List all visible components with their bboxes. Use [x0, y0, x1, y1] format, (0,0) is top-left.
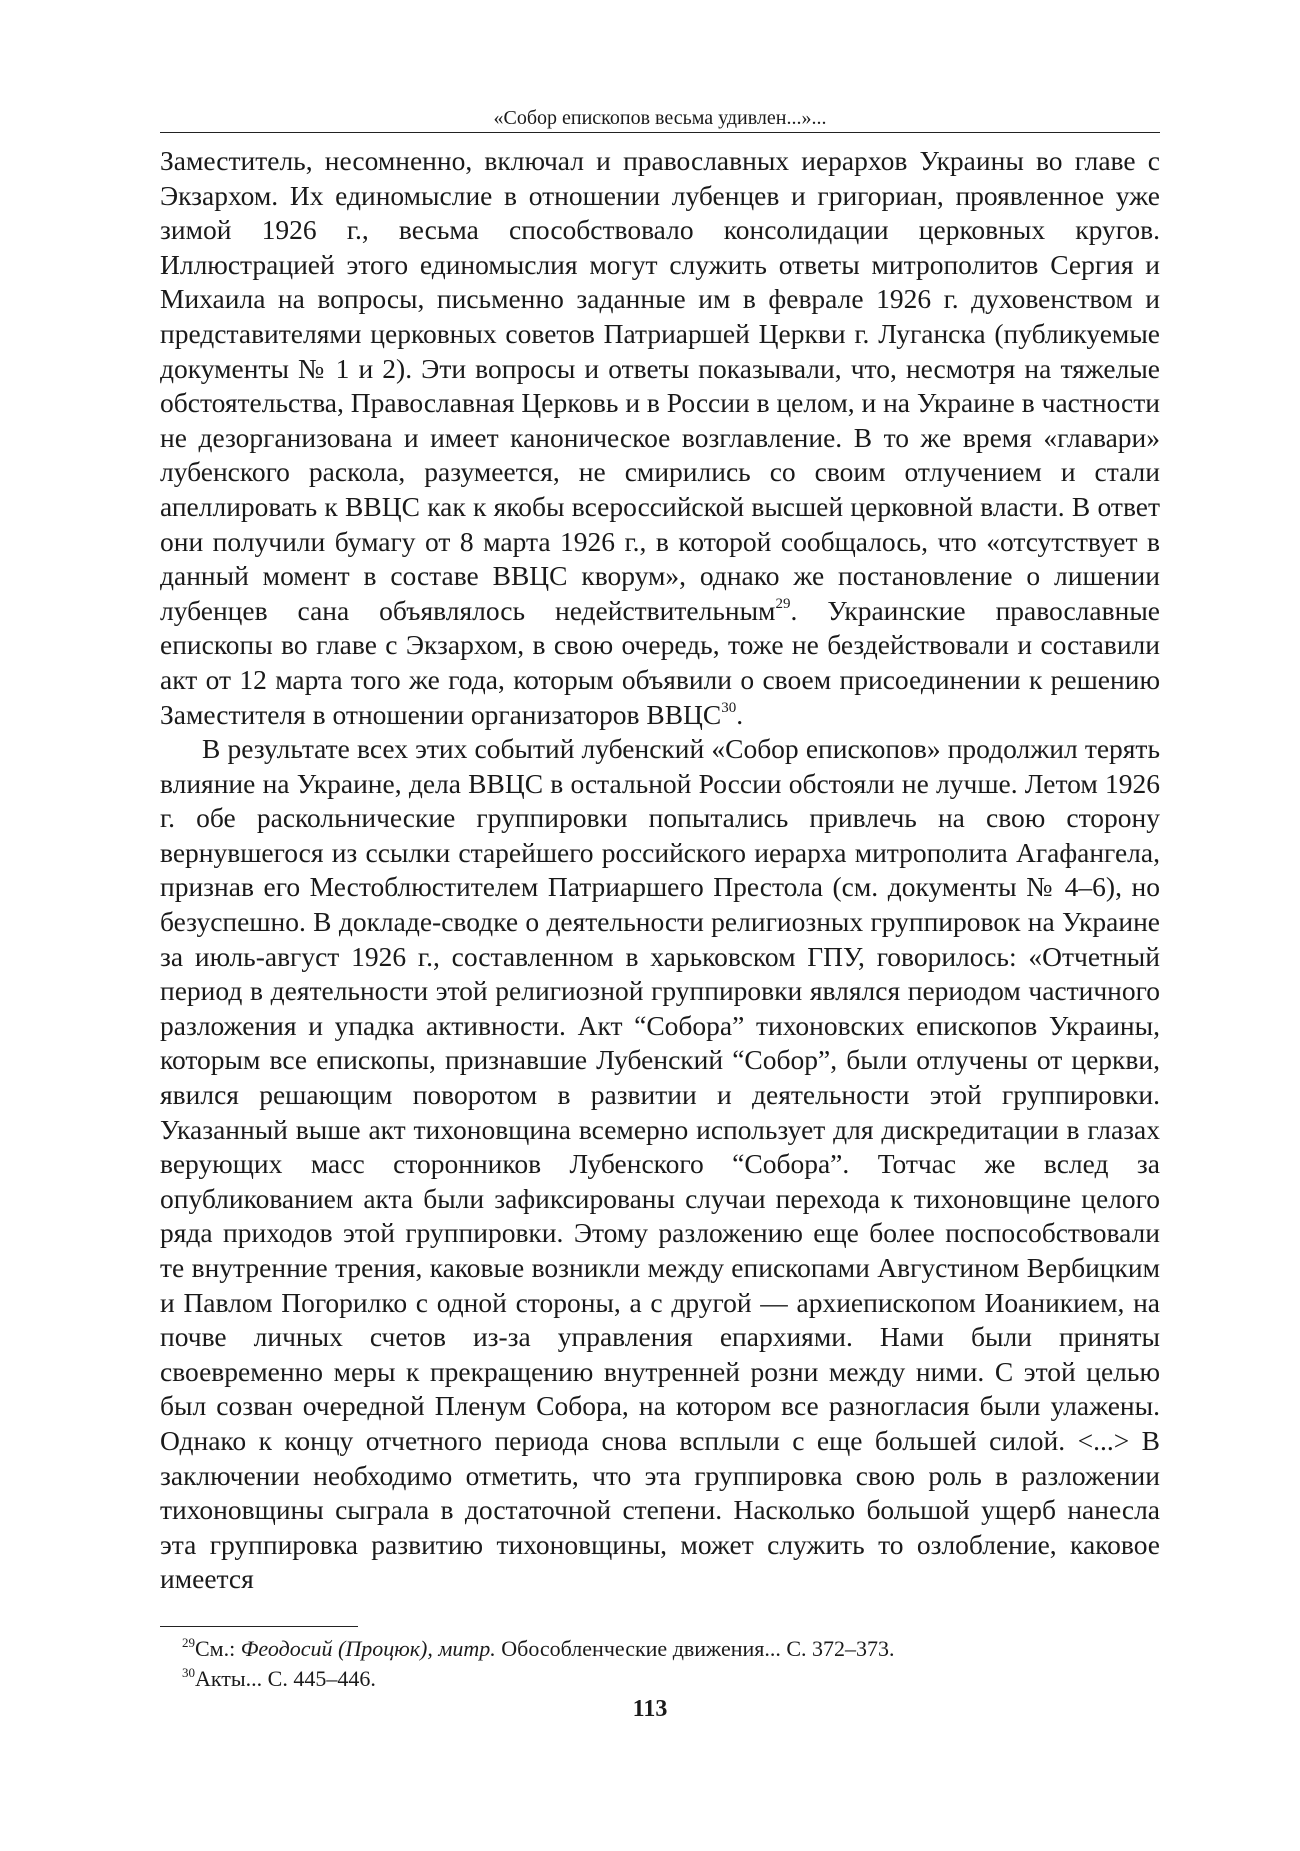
- footnote-ref-29[interactable]: 29: [775, 595, 791, 612]
- paragraph-1-text-a: Заместитель, несомненно, включал и православных иерархов Украины во главе с Экзархом. Их единомыслие в отношении лубенцев и григориан, проявленное уже зимой 1926 г., весьма способствовало консолидации церковных кругов. Иллюстрацией этого единомыслия могут служить ответы митрополитов Сергия и Михаила на вопросы, письменно заданные им в феврале 1926 г. духовенством и представителями церковных советов Патриаршей Церкви г. Луганска (публикуемые документы № 1 и 2). Эти вопросы и ответы показывали, что, несмотря на тяжелые обстоятельства, Православная Церковь и в России в целом, и на Украине в частности не дезорганизована и имеет каноническое возглавление. В то же время «главари» лубенского раскола, разумеется, не смирились со своим отлучением и стали апеллировать к ВВЦС как к якобы всероссийской высшей церковной власти. В ответ они получили бумагу от 8 марта 1926 г., в которой сообщалось, что «отсутствует в данный момент в составе ВВЦС кворум», однако же постановление о лишении лубенцев сана объявлялось недействительным: [160, 145, 1160, 626]
- main-text: [160, 144, 1160, 1597]
- header-rule: [160, 132, 1160, 133]
- footnote-prefix: См.:: [195, 1636, 241, 1661]
- footnote-source: Обособленческие движения... С. 372–373.: [495, 1636, 895, 1661]
- footnotes: [160, 1634, 1160, 1694]
- footnote-29: [160, 1634, 1160, 1664]
- paragraph-1: [160, 144, 1160, 732]
- footnote-source: Акты... С. 445–446.: [195, 1666, 376, 1691]
- footnote-ref-30[interactable]: 30: [721, 699, 737, 716]
- footnote-30: [160, 1664, 1160, 1694]
- footnote-number: 30: [182, 1665, 195, 1680]
- page-number: 113: [632, 1696, 668, 1722]
- footnote-author: Феодосий (Процюк), митр.: [240, 1636, 496, 1661]
- paragraph-2: В результате всех этих событий лубенский «Собор епископов» продолжил терять влияние на Украине, дела ВВЦС в остальной России обстояли не лучше. Летом 1926 г. обе раскольнические группировки попытались привлечь на свою сторону вернувшегося из ссылки старейшего российского иерарха митрополита Агафангела, признав его Местоблюстителем Патриаршего Престола (см. документы № 4–6), но безуспешно. В докладе-сводке о деятельности религиозных группировок на Украине за июль-август 1926 г., составленном в харьковском ГПУ, говорилось: «Отчетный период в деятельности этой религиозной группировки являлся периодом частичного разложения и упадка активности. Акт “Собора” тихоновских епископов Украины, которым все епископы, признавшие Лубенский “Собор”, были отлучены от церкви, явился решающим поворотом в развитии и деятельности этой группировки. Указанный выше акт тихоновщина всемерно использует для дискредитации в глазах верующих масс сторонников Лубенского “Собора”. Тотчас же вслед за опубликованием акта были зафиксированы случаи перехода к тихоновщине целого ряда приходов этой группировки. Этому разложению еще более поспособствовали те внутренние трения, каковые возникли между епископами Августином Вербицким и Павлом Погорилко с одной стороны, а с другой — архиепископом Иоаникием, на почве личных счетов из-за управления епархиями. Нами были приняты своевременно меры к прекращению внутренней розни между ними. С этой целью был созван очередной Пленум Собора, на котором все разногласия были улажены. Однако к концу отчетного периода снова всплыли с еще большей силой. <...> В заключении необходимо отметить, что эта группировка свою роль в разложении тихоновщины сыграла в достаточной степени. Насколько большой ущерб нанесла эта группировка развитию тихоновщины, может служить то озлобление, каковое имеется: [160, 733, 1160, 1595]
- paragraph-1-text-b: . Украинские православные епископы во главе с Экзархом, в свою очередь, тоже не бездействовали и составили акт от 12 марта того же года, которым объявили о своем присоединении к решению Заместителя в отношении организаторов ВВЦС: [160, 594, 1160, 730]
- footnote-rule: [160, 1626, 358, 1627]
- footnote-number: 29: [182, 1635, 195, 1650]
- paragraph-1-text-c: .: [736, 698, 744, 730]
- running-head: «Собор епископов весьма удивлен...»...: [493, 107, 827, 129]
